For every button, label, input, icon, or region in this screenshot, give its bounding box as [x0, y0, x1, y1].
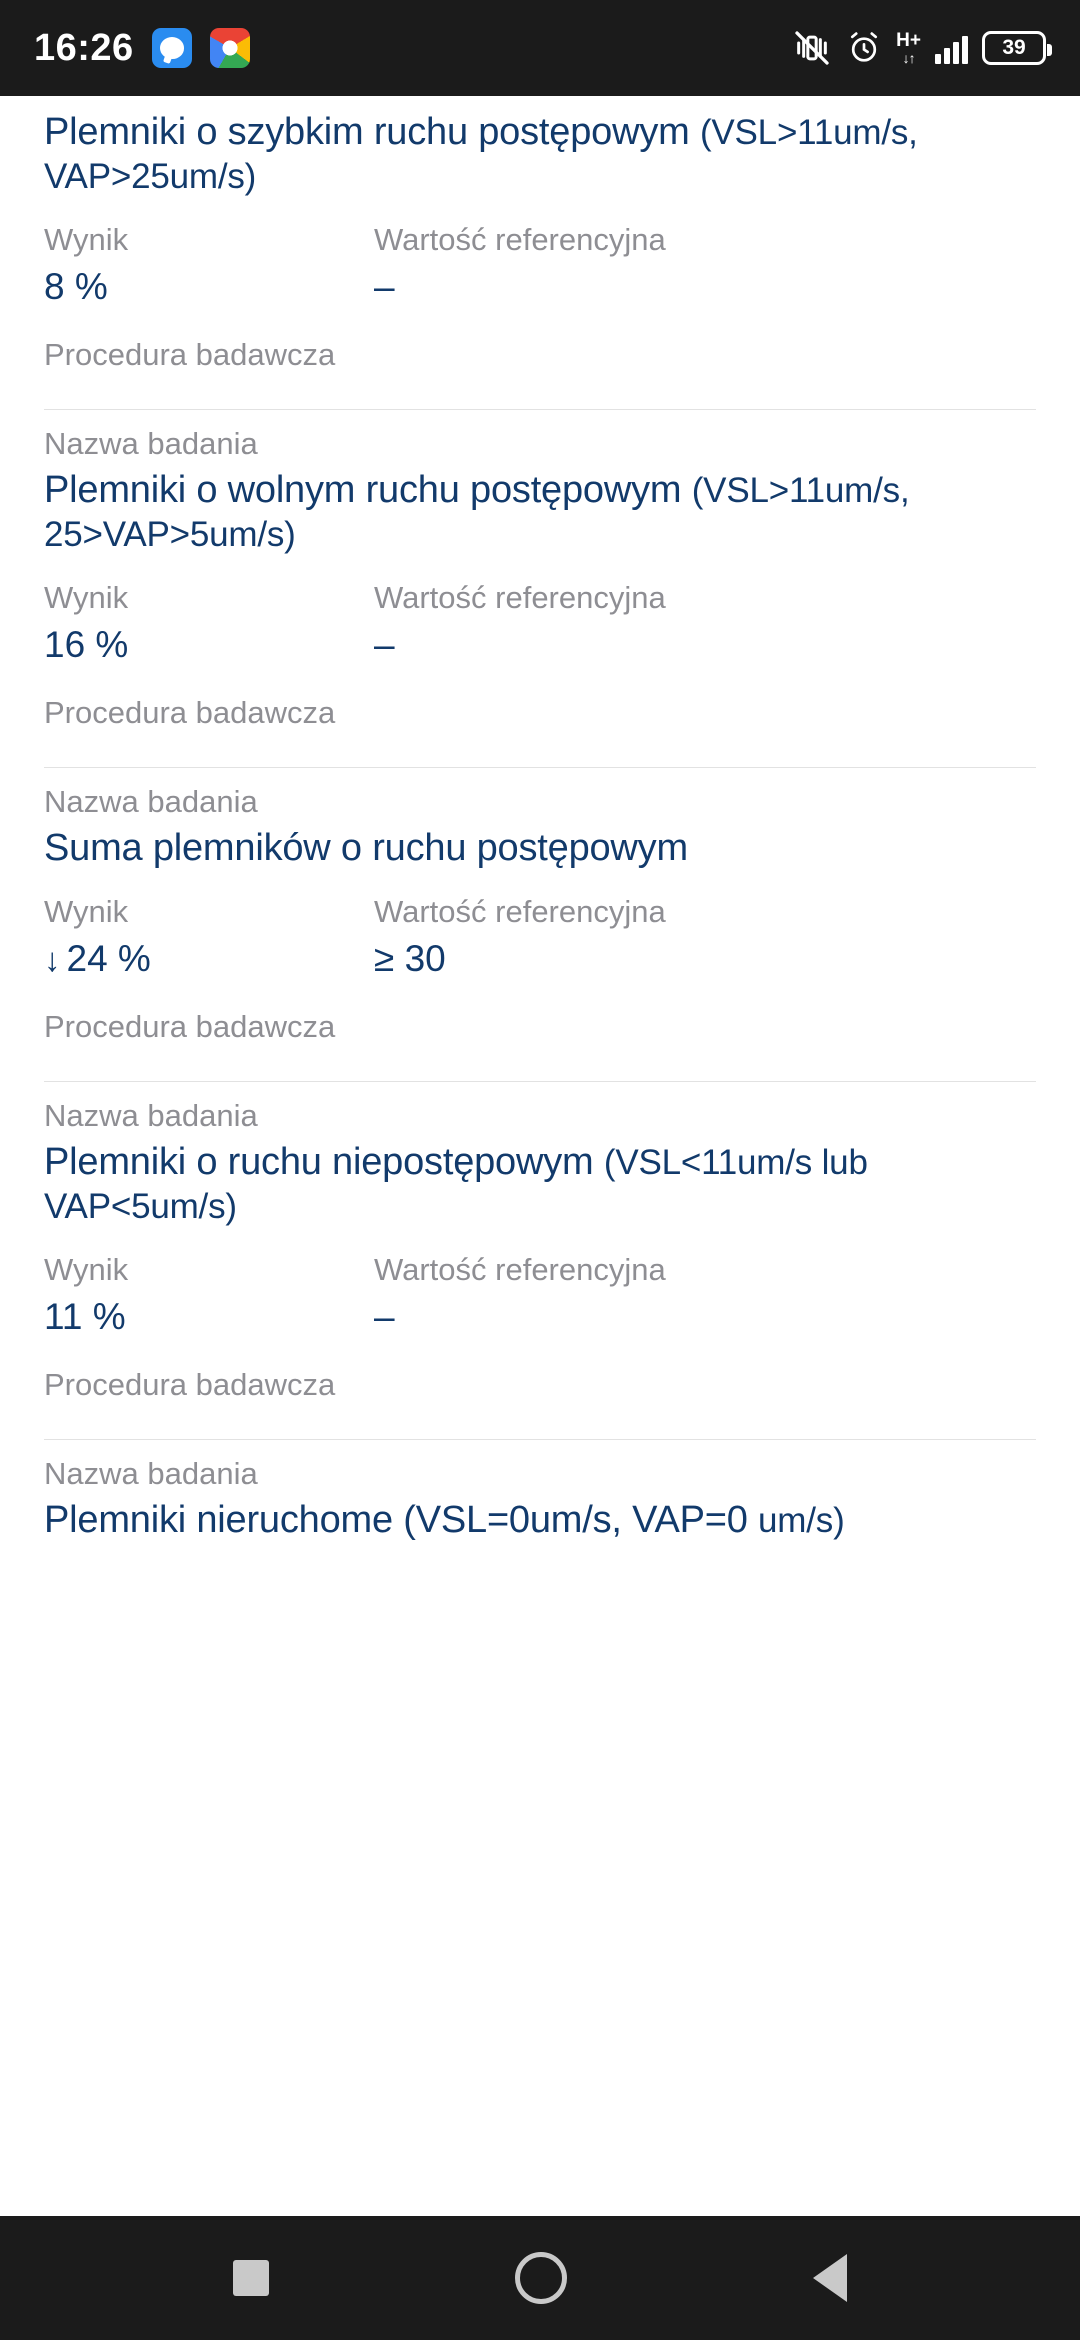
- test-name-sub: um/s): [758, 1500, 845, 1540]
- procedure-label: Procedura badawcza: [44, 694, 336, 730]
- result-label: Wynik: [44, 894, 129, 930]
- reference-value: –: [374, 266, 395, 308]
- reference-value: –: [374, 1296, 395, 1338]
- status-bar: [0, 0, 1080, 96]
- reference-label: Wartość referencyjna: [374, 1252, 666, 1288]
- test-name-main: Suma plemników o ruchu postępowym: [44, 827, 688, 869]
- test-name-sub: (VSL>11um/s, 25>VAP>5um/s): [44, 471, 910, 555]
- result-value: [44, 936, 374, 982]
- alarm-icon: [846, 30, 882, 66]
- reference-value: –: [374, 624, 395, 666]
- result-value: [44, 622, 374, 668]
- result-value: [44, 1294, 374, 1340]
- test-name: [44, 1140, 1036, 1228]
- test-name-main: Plemniki o wolnym ruchu postępowym: [44, 469, 682, 511]
- test-name: [44, 1498, 1036, 1542]
- back-icon[interactable]: [813, 2254, 847, 2302]
- test-name-label: Nazwa badania: [44, 425, 258, 461]
- test-name-label: Nazwa badania: [44, 1455, 258, 1491]
- test-name: [44, 826, 1036, 870]
- procedure-label: Procedura badawcza: [44, 336, 336, 372]
- test-result-item: [44, 768, 1036, 1082]
- result-row: [44, 892, 1036, 1009]
- messenger-icon: [152, 28, 192, 68]
- below-range-arrow-icon: ↓: [44, 941, 61, 978]
- result-row: [44, 1250, 1036, 1367]
- test-name-sub: (VSL<11um/s lub VAP<5um/s): [44, 1142, 868, 1226]
- test-results-list[interactable]: [0, 96, 1080, 2216]
- test-name-label: Nazwa badania: [44, 1097, 258, 1133]
- reference-label: Wartość referencyjna: [374, 894, 666, 930]
- status-clock: 16:26: [34, 26, 134, 69]
- test-name-main: Plemniki nieruchome (VSL=0um/s, VAP=0: [44, 1498, 748, 1541]
- test-result-item: [44, 96, 1036, 410]
- recent-apps-icon[interactable]: [233, 2260, 269, 2296]
- test-name: [44, 110, 1036, 198]
- reference-label: Wartość referencyjna: [374, 222, 666, 258]
- vibrate-off-icon: [792, 28, 832, 68]
- signal-bars-icon: [935, 32, 968, 64]
- test-result-item: [44, 1440, 1036, 1542]
- result-value: [44, 264, 374, 310]
- result-row: [44, 578, 1036, 695]
- result-number: 11 %: [44, 1296, 126, 1338]
- status-bar-right: [792, 28, 1046, 68]
- test-name-main: Plemniki o szybkim ruchu postępowym: [44, 111, 690, 153]
- test-name-sub: (VSL>11um/s, VAP>25um/s): [44, 113, 918, 197]
- battery-level: 39: [1002, 36, 1026, 59]
- test-name-main: Plemniki o ruchu niepostępowym: [44, 1140, 594, 1183]
- test-name: [44, 468, 1036, 556]
- procedure-label: Procedura badawcza: [44, 1008, 336, 1044]
- test-result-item: [44, 410, 1036, 768]
- battery-icon: [982, 31, 1046, 65]
- test-result-item: [44, 1082, 1036, 1440]
- test-name-label: Nazwa badania: [44, 783, 258, 819]
- result-label: Wynik: [44, 222, 129, 258]
- reference-value: ≥ 30: [374, 938, 446, 980]
- network-type-indicator: H+ ↓↑: [896, 30, 921, 66]
- result-number: 16 %: [44, 624, 129, 666]
- result-number: 24 %: [66, 938, 151, 980]
- result-number: 8 %: [44, 266, 108, 308]
- navigation-bar: [0, 2216, 1080, 2340]
- procedure-label: Procedura badawcza: [44, 1366, 336, 1402]
- home-icon[interactable]: [515, 2252, 567, 2304]
- reference-label: Wartość referencyjna: [374, 580, 666, 616]
- status-bar-left: [34, 27, 250, 70]
- chrome-icon: [210, 28, 250, 68]
- result-row: [44, 220, 1036, 337]
- result-label: Wynik: [44, 1252, 129, 1288]
- result-label: Wynik: [44, 580, 129, 616]
